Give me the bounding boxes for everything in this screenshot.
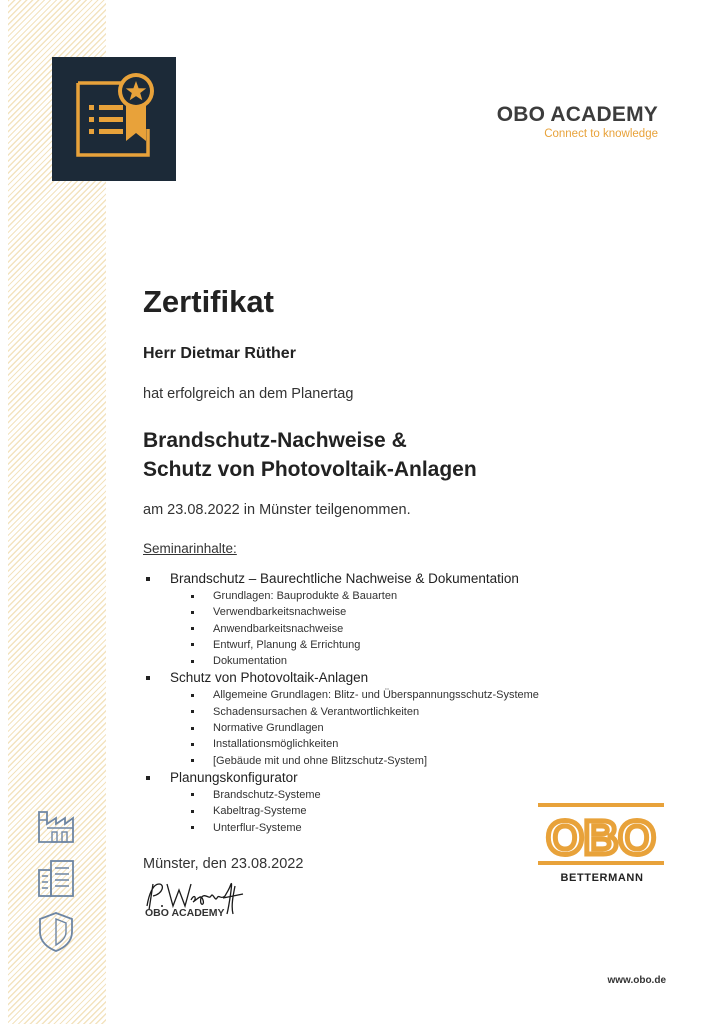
- subtopic-item: [143, 787, 539, 803]
- subtopic-item: [143, 704, 539, 720]
- bullet-icon: [191, 810, 194, 813]
- bullet-icon: [191, 694, 194, 697]
- place-and-date: Münster, den 23.08.2022: [143, 856, 304, 872]
- bullet-icon: [191, 793, 194, 796]
- subtopic-item: [143, 588, 539, 604]
- certificate-ribbon-star-icon: [52, 57, 176, 181]
- subtopic-item: [143, 736, 539, 752]
- course-title-line: Schutz von Photovoltaik-Anlagen: [143, 458, 477, 481]
- obo-logo-icon: [538, 803, 664, 867]
- topic-label: Brandschutz – Baurechtliche Nachweise & Dokumentation: [170, 571, 519, 586]
- subtopic-list: [143, 588, 539, 669]
- intro-text: hat erfolgreich an dem Planertag: [143, 386, 354, 402]
- bullet-icon: [146, 577, 150, 581]
- subtopic-label: Dokumentation: [213, 655, 287, 668]
- subtopic-list: [143, 787, 539, 836]
- participation-date: am 23.08.2022 in Münster teilgenommen.: [143, 502, 411, 518]
- bullet-icon: [191, 627, 194, 630]
- topic-list: [143, 570, 539, 836]
- logo-subtitle: BETTERMANN: [560, 872, 644, 884]
- subtopic-label: Installationsmöglichkeiten: [213, 738, 339, 751]
- contents-heading: Seminarinhalte:: [143, 541, 237, 556]
- bullet-icon: [146, 676, 150, 680]
- bullet-icon: [191, 743, 194, 746]
- topic-label: Schutz von Photovoltaik-Anlagen: [170, 670, 369, 686]
- bullet-icon: [191, 660, 194, 663]
- shield-icon: [36, 910, 76, 954]
- subtopic-item: [143, 687, 539, 703]
- subtopic-item: [143, 604, 539, 620]
- subtopic-item: [143, 720, 539, 736]
- subtopic-item: [143, 637, 539, 653]
- bullet-icon: [191, 710, 194, 713]
- subtopic-item: [143, 621, 539, 637]
- subtopic-label: Verwendbarkeitsnachweise: [213, 606, 347, 619]
- subtopic-list: [143, 687, 539, 768]
- certificate-title: Zertifikat: [143, 284, 274, 319]
- obo-logo: [538, 803, 664, 867]
- subtopic-item: [143, 753, 539, 769]
- bullet-icon: [191, 643, 194, 646]
- bullet-icon: [191, 759, 194, 762]
- subtopic-item: [143, 653, 539, 669]
- bullet-icon: [191, 595, 194, 598]
- subtopic-label: Normative Grundlagen: [213, 722, 324, 735]
- brand-name: OBO ACADEMY: [496, 103, 658, 126]
- subtopic-label: Allgemeine Grundlagen: Blitz- und Überspannungsschutz-Systeme: [213, 689, 539, 702]
- subtopic-label: Entwurf, Planung & Errichtung: [213, 638, 361, 651]
- subtopic-label: Unterflur-Systeme: [213, 821, 302, 834]
- brand-block: [497, 104, 658, 140]
- subtopic-label: Kabeltrag-Systeme: [213, 805, 307, 818]
- subtopic-label: [Gebäude mit und ohne Blitzschutz-System]: [213, 754, 427, 767]
- subtopic-label: Anwendbarkeitsnachweise: [213, 622, 344, 635]
- certificate-badge: [52, 57, 176, 181]
- signature-organization: OBO ACADEMY: [145, 907, 225, 919]
- subtopic-label: Grundlagen: Bauprodukte & Bauarten: [213, 590, 398, 602]
- bullet-icon: [191, 611, 194, 614]
- topic-item: [143, 769, 539, 836]
- course-title-line: Brandschutz-Nachweise &: [143, 429, 407, 452]
- recipient-name: Herr Dietmar Rüther: [143, 345, 296, 362]
- bullet-icon: [191, 727, 194, 730]
- logo-wordmark: OBO: [546, 812, 656, 865]
- brand-tagline: Connect to knowledge: [544, 128, 658, 140]
- topic-label: Planungskonfigurator: [170, 769, 298, 785]
- topic-item: [143, 570, 539, 669]
- factory-icon: [36, 808, 76, 844]
- topic-item: [143, 669, 539, 768]
- bullet-icon: [146, 776, 150, 780]
- subtopic-item: [143, 803, 539, 819]
- course-title: [143, 426, 477, 484]
- subtopic-label: Brandschutz-Systeme: [213, 788, 321, 801]
- office-building-icon: [36, 858, 76, 898]
- bullet-icon: [191, 826, 194, 829]
- subtopic-label: Schadensursachen & Verantwortlichkeiten: [213, 705, 420, 718]
- website-link[interactable]: www.obo.de: [607, 975, 666, 986]
- subtopic-item: [143, 820, 539, 836]
